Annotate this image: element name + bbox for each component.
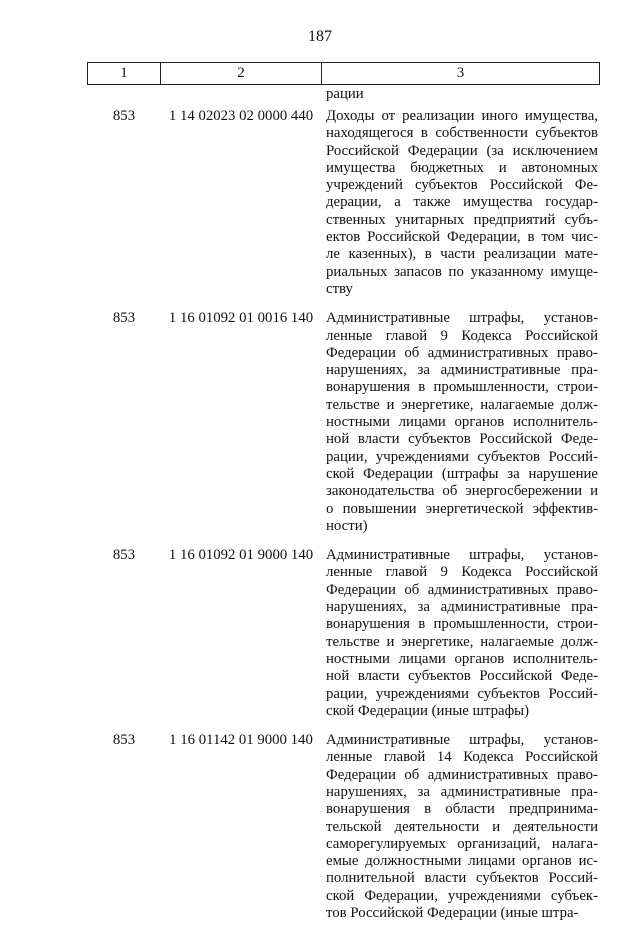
description-line: ской Федерации (штрафы за нарушение	[326, 465, 598, 482]
admin-code-cell: 853	[112, 732, 136, 749]
description-line: рации, учреждениями субъектов Россий-	[326, 685, 598, 702]
description-line: ству	[326, 280, 353, 297]
description-line: ностными лицами органов исполнитель-	[326, 414, 598, 431]
description-line: ной власти субъектов Российской Феде-	[326, 431, 598, 448]
description-cell	[326, 547, 598, 720]
continuation-text: рации	[326, 86, 364, 102]
description-line: вонарушения в промышленности, строи-	[326, 616, 598, 633]
description-line: Федерации об административных право-	[326, 581, 598, 598]
description-line: емые должностными лицами органов ис-	[326, 853, 598, 870]
description-cell	[326, 108, 598, 298]
table-header-row	[87, 62, 600, 85]
description-line: Доходы от реализации иного имущества,	[326, 108, 598, 124]
description-line: ектов Российской Федерации, в том чис-	[326, 229, 598, 246]
description-line: ской Федерации (иные штрафы)	[326, 702, 530, 719]
description-line: Административные штрафы, установ-	[326, 732, 598, 749]
header-col-2: 2	[161, 63, 322, 84]
description-line: Федерации об административных право-	[326, 766, 598, 783]
description-line: полнительной власти субъектов Россий-	[326, 870, 598, 887]
description-line: ственных унитарных предприятий субъ-	[326, 211, 598, 228]
description-line: Административные штрафы, установ-	[326, 310, 598, 327]
description-line: о повышении энергетической эффектив-	[326, 500, 598, 517]
admin-code-cell: 853	[112, 547, 136, 564]
description-cell	[326, 310, 598, 535]
table-row	[0, 547, 640, 720]
description-line: ности)	[326, 517, 368, 534]
description-line: учреждений субъектов Российской Фе-	[326, 177, 598, 194]
description-line: тельской деятельности и деятельности	[326, 818, 598, 835]
description-line: тельстве и энергетике, налагаемые долж-	[326, 633, 598, 650]
description-line: вонарушения в промышленности, строи-	[326, 379, 598, 396]
description-line: Российской Федерации (за исключением	[326, 142, 598, 159]
description-line: ленные главой 9 Кодекса Российской	[326, 564, 598, 581]
budget-code-cell: 1 14 02023 02 0000 440	[168, 108, 314, 124]
description-line: саморегулируемых организаций, налага-	[326, 835, 598, 852]
description-line: ной власти субъектов Российской Феде-	[326, 668, 598, 685]
description-line: ностными лицами органов исполнитель-	[326, 650, 598, 667]
description-line: дерации, а также имущества государ-	[326, 194, 598, 211]
table-body	[0, 108, 640, 934]
description-line: ленные главой 14 Кодекса Российской	[326, 749, 598, 766]
description-line: ской Федерации, учреждениями субъек-	[326, 887, 598, 904]
description-line: риальных запасов по указанному имуще-	[326, 263, 598, 280]
description-line: нарушениях, за административные пра-	[326, 783, 598, 800]
description-line: законодательства об энергосбережении и	[326, 483, 598, 500]
budget-code-cell: 1 16 01092 01 9000 140	[168, 547, 314, 564]
table-row	[0, 310, 640, 535]
budget-code-cell: 1 16 01142 01 9000 140	[169, 732, 313, 749]
admin-code-cell: 853	[112, 108, 136, 124]
description-line: тов Российской Федерации (иные штра-	[326, 905, 579, 922]
header-col-1: 1	[88, 63, 161, 84]
description-line: рации, учреждениями субъектов Россий-	[326, 448, 598, 465]
description-line: Административные штрафы, установ-	[326, 547, 598, 564]
description-line: ле казенных), в части реализации мате-	[326, 246, 598, 263]
description-line: вонарушения в области предпринима-	[326, 801, 598, 818]
description-line: Федерации об административных право-	[326, 344, 598, 361]
admin-code-cell: 853	[112, 310, 136, 327]
description-line: находящегося в собственности субъектов	[326, 125, 598, 142]
description-cell	[326, 732, 598, 922]
description-line: нарушениях, за административные пра-	[326, 599, 598, 616]
header-col-3: 3	[456, 65, 465, 81]
description-line: тельстве и энергетике, налагаемые долж-	[326, 396, 598, 413]
page-number: 187	[308, 28, 332, 45]
table-row	[0, 108, 640, 298]
description-line: ленные главой 9 Кодекса Российской	[326, 327, 598, 344]
table-row	[0, 732, 640, 922]
description-line: имущества бюджетных и автономных	[326, 159, 598, 176]
description-line: нарушениях, за административные пра-	[326, 362, 598, 379]
budget-code-cell: 1 16 01092 01 0016 140	[168, 310, 314, 327]
